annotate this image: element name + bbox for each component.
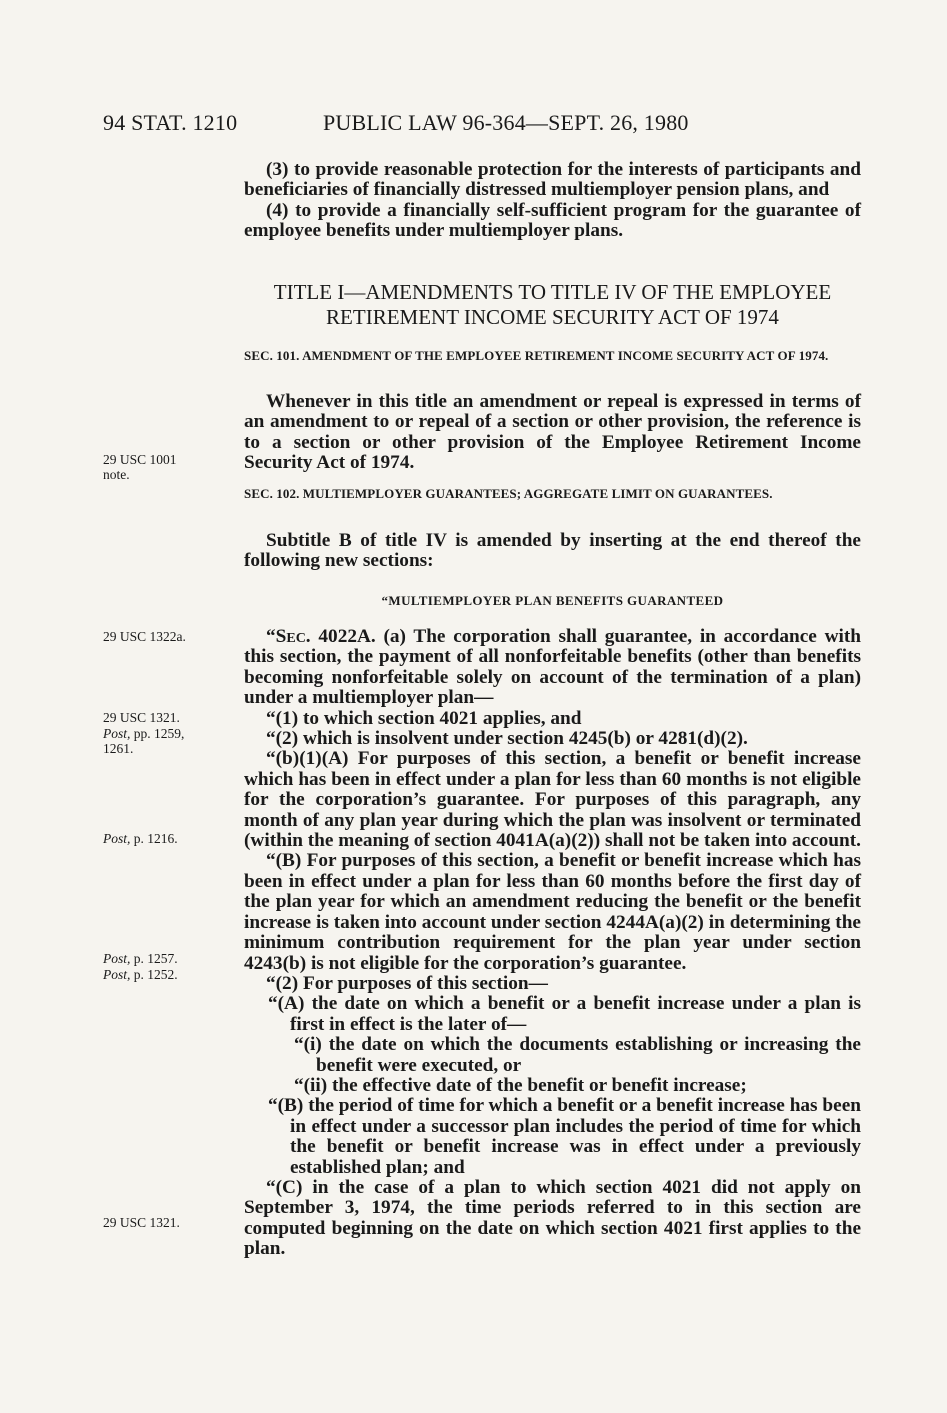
- para-b2A: “(A) the date on which a benefit or a benefit increase under a plan is first in effect is the later of—: [268, 993, 861, 1035]
- margin-note-8: 29 USC 1321.: [103, 1215, 180, 1230]
- purposes-block: [244, 160, 861, 242]
- para-a-text: 4022A. (a) The corporation shall guarantee, in accordance with this section, the payment of all nonforfeitable benefits (other than benefits becoming nonforfeitable solely on account of the termination of a plan) under a multiemployer plan—: [244, 626, 861, 709]
- margin-note-4-italic: Post,: [103, 726, 131, 741]
- margin-note-1: [103, 452, 243, 482]
- margin-note-5-page: p. 1216.: [133, 831, 178, 846]
- title-line-1: TITLE I—AMENDMENTS TO TITLE IV OF THE EMPLOYEE: [273, 280, 832, 304]
- para-b1B: “(B) For purposes of this section, a benefit or benefit increase which has been in effect under a plan for less than 60 months before the first day of the plan year for which an amendment reducing the benefit or the benefit increase is taken into account under section 4244A(a)(2) in determining the minimum contribution requirement for the plan year under section 4243(b) is not eligible for the corporation’s guarantee.: [244, 850, 861, 974]
- margin-note-5-italic: Post,: [103, 831, 131, 846]
- para-b2B: “(B) the period of time for which a benefit or a benefit increase has been in effect under a successor plan includes the period of time for which the benefit or benefit increase was in effect under a previously established plan; and: [268, 1095, 861, 1178]
- margin-note-4: [103, 726, 243, 756]
- page-stat-number: 94 STAT. 1210: [103, 110, 238, 135]
- subsection-heading: “MULTIEMPLOYER PLAN BENEFITS GUARANTEED: [381, 593, 724, 608]
- para-a: [244, 627, 861, 709]
- margin-note-5: [103, 831, 243, 846]
- section-4022a-body: [244, 627, 861, 1260]
- para-a1: “(1) to which section 4021 applies, and: [266, 707, 582, 729]
- margin-note-7-italic: Post,: [103, 967, 131, 982]
- margin-note-1-line-2: note.: [103, 467, 130, 482]
- margin-note-3: 29 USC 1321.: [103, 710, 180, 725]
- section-101-heading: SEC. 101. AMENDMENT OF THE EMPLOYEE RETIREMENT INCOME SECURITY ACT OF 1974.: [244, 348, 829, 363]
- para-b2Aii: “(ii) the effective date of the benefit or benefit increase;: [294, 1074, 747, 1096]
- section-101-text: [244, 392, 861, 474]
- margin-note-1-line-1: 29 USC 1001: [103, 452, 177, 467]
- section-102-text: [244, 531, 861, 572]
- title-line-2: RETIREMENT INCOME SECURITY ACT OF 1974: [326, 305, 779, 329]
- section-102-paragraph: Subtitle B of title IV is amended by inserting at the end thereof the following new sections:: [244, 530, 861, 572]
- purpose-item-3: (3) to provide reasonable protection for the interests of participants and beneficiaries of financially distressed multiemployer pension plans, and: [244, 159, 861, 201]
- purpose-item-4: (4) to provide a financially self-sufficient program for the guarantee of employee benefits under multiemployer plans.: [244, 199, 861, 242]
- margin-note-6-page: p. 1257.: [133, 951, 178, 966]
- section-102-heading: SEC. 102. MULTIEMPLOYER GUARANTEES; AGGREGATE LIMIT ON GUARANTEES.: [244, 486, 773, 501]
- margin-note-7: [103, 967, 243, 982]
- margin-note-6-italic: Post,: [103, 951, 131, 966]
- para-b2: “(2) For purposes of this section—: [266, 972, 548, 994]
- para-b1A: “(b)(1)(A) For purposes of this section, a benefit or benefit increase which has been in effect under a plan for less than 60 months is not eligible for the corporation’s guarantee. For purposes of this paragraph, any month of any plan year during which the plan was insolvent or terminated (within the meaning of section 4041A(a)(2)) shall not be taken into account.: [244, 748, 861, 852]
- para-a2: “(2) which is insolvent under section 4245(b) or 4281(d)(2).: [266, 728, 748, 750]
- section-101-paragraph: Whenever in this title an amendment or repeal is expressed in terms of an amendment to or repeal of a section or other provision, the reference is to a section or other provision of the Employee Retirement Income Security Act of 1974.: [244, 391, 861, 474]
- margin-note-7-page: p. 1252.: [133, 967, 178, 982]
- title-heading: [244, 280, 861, 330]
- margin-note-6: [103, 951, 243, 966]
- running-header: PUBLIC LAW 96-364—SEPT. 26, 1980: [323, 110, 689, 135]
- para-b2Ai: “(i) the date on which the documents establishing or increasing the benefit were executed, or: [294, 1034, 861, 1076]
- sec-prefix: “Sec.: [266, 626, 311, 647]
- margin-note-2: 29 USC 1322a.: [103, 629, 186, 644]
- margin-note-4-pages: pp. 1259,: [133, 726, 185, 741]
- margin-note-4-line-2: 1261.: [103, 741, 134, 756]
- para-b2C: “(C) in the case of a plan to which section 4021 did not apply on September 3, 1974, the time periods referred to in this section are computed beginning on the date on which section 4021 first applies to the plan.: [244, 1176, 861, 1260]
